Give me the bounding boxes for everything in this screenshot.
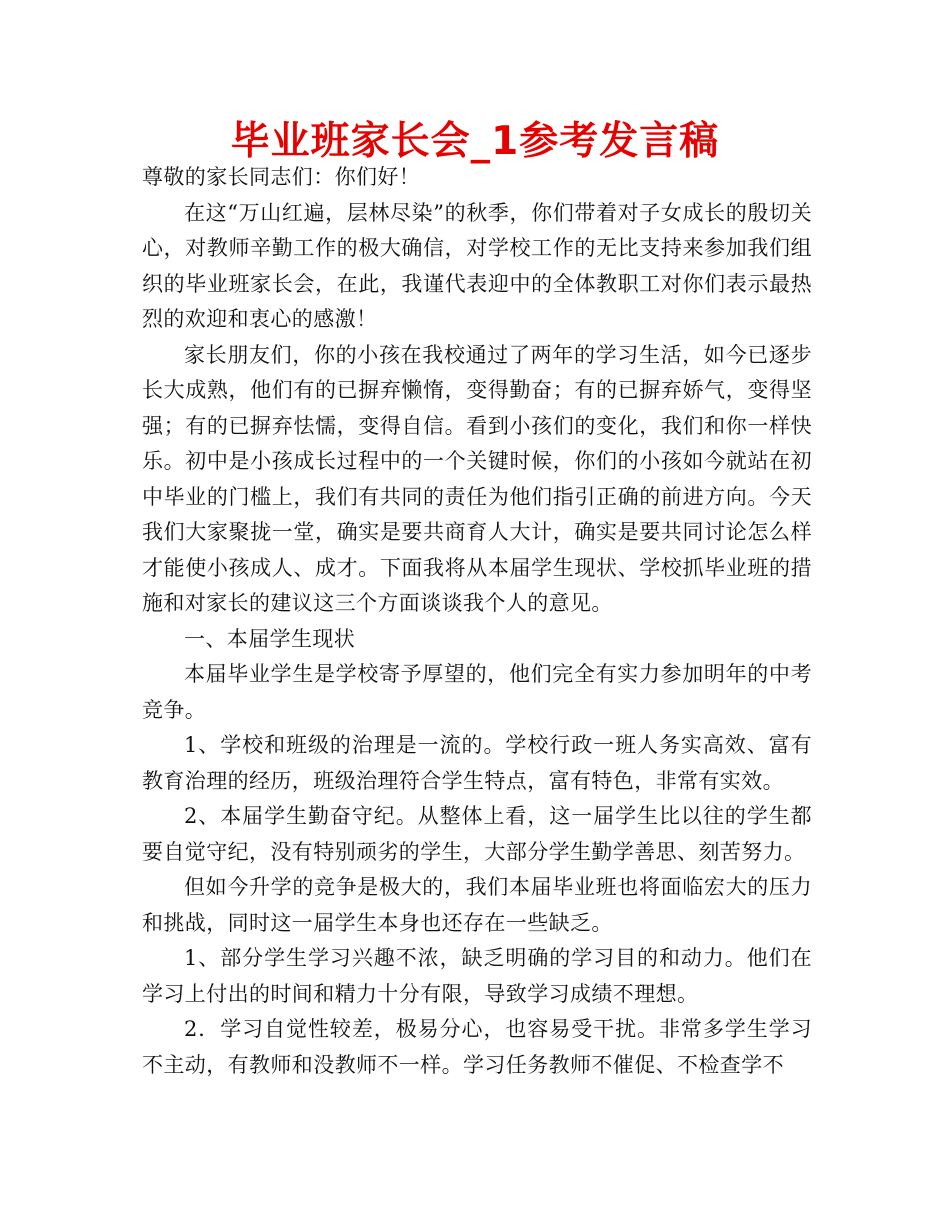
paragraph: 本届毕业学生是学校寄予厚望的，他们完全有实力参加明年的中考竞争。 [142,662,812,722]
paragraph: 2．学习自觉性较差，极易分心，也容易受干扰。非常多学生学习不主动，有教师和没教师不一样。学习任务教师不催促、不检查学不 [142,1017,812,1077]
paragraph: 1、学校和班级的治理是一流的。学校行政一班人务实高效、富有教育治理的经历，班级治理符合学生特点，富有特色，非常有实效。 [142,733,812,793]
document-body [142,160,812,1083]
paragraph: 2、本届学生勤奋守纪。从整体上看，这一届学生比以往的学生都要自觉守纪，没有特别顽劣的学生，大部分学生勤学善思、刻苦努力。 [142,804,812,864]
document-title: 毕业班家长会_1参考发言稿 [230,119,720,164]
paragraph-greeting: 尊敬的家长同志们：你们好！ [142,165,421,189]
paragraph: 但如今升学的竞争是极大的，我们本届毕业班也将面临宏大的压力和挑战，同时这一届学生本身也还存在一些缺乏。 [142,875,812,935]
paragraph: 1、部分学生学习兴趣不浓，缺乏明确的学习目的和动力。他们在学习上付出的时间和精力十分有限，导致学习成绩不理想。 [142,946,812,1006]
paragraph: 在这“万山红遍，层林尽染”的秋季，你们带着对子女成长的殷切关心，对教师辛勤工作的极大确信，对学校工作的无比支持来参加我们组织的毕业班家长会，在此，我谨代表迎中的全体教职工对你们表示最热烈的欢迎和衷心的感激！ [142,200,812,331]
paragraph: 家长朋友们，你的小孩在我校通过了两年的学习生活，如今已逐步长大成熟，他们有的已摒弃懒惰，变得勤奋；有的已摒弃娇气，变得坚强；有的已摒弃怯懦，变得自信。看到小孩们的变化，我们和你一样快乐。初中是小孩成长过程中的一个关键时候，你们的小孩如今就站在初中毕业的门槛上，我们有共同的责任为他们指引正确的前进方向。今天我们大家聚拢一堂，确实是要共商育人大计，确实是要共同讨论怎么样才能使小孩成人、成才。下面我将从本届学生现状、学校抓毕业班的措施和对家长的建议这三个方面谈谈我个人的意见。 [142,342,812,615]
section-heading: 一、本届学生现状 [184,626,356,651]
